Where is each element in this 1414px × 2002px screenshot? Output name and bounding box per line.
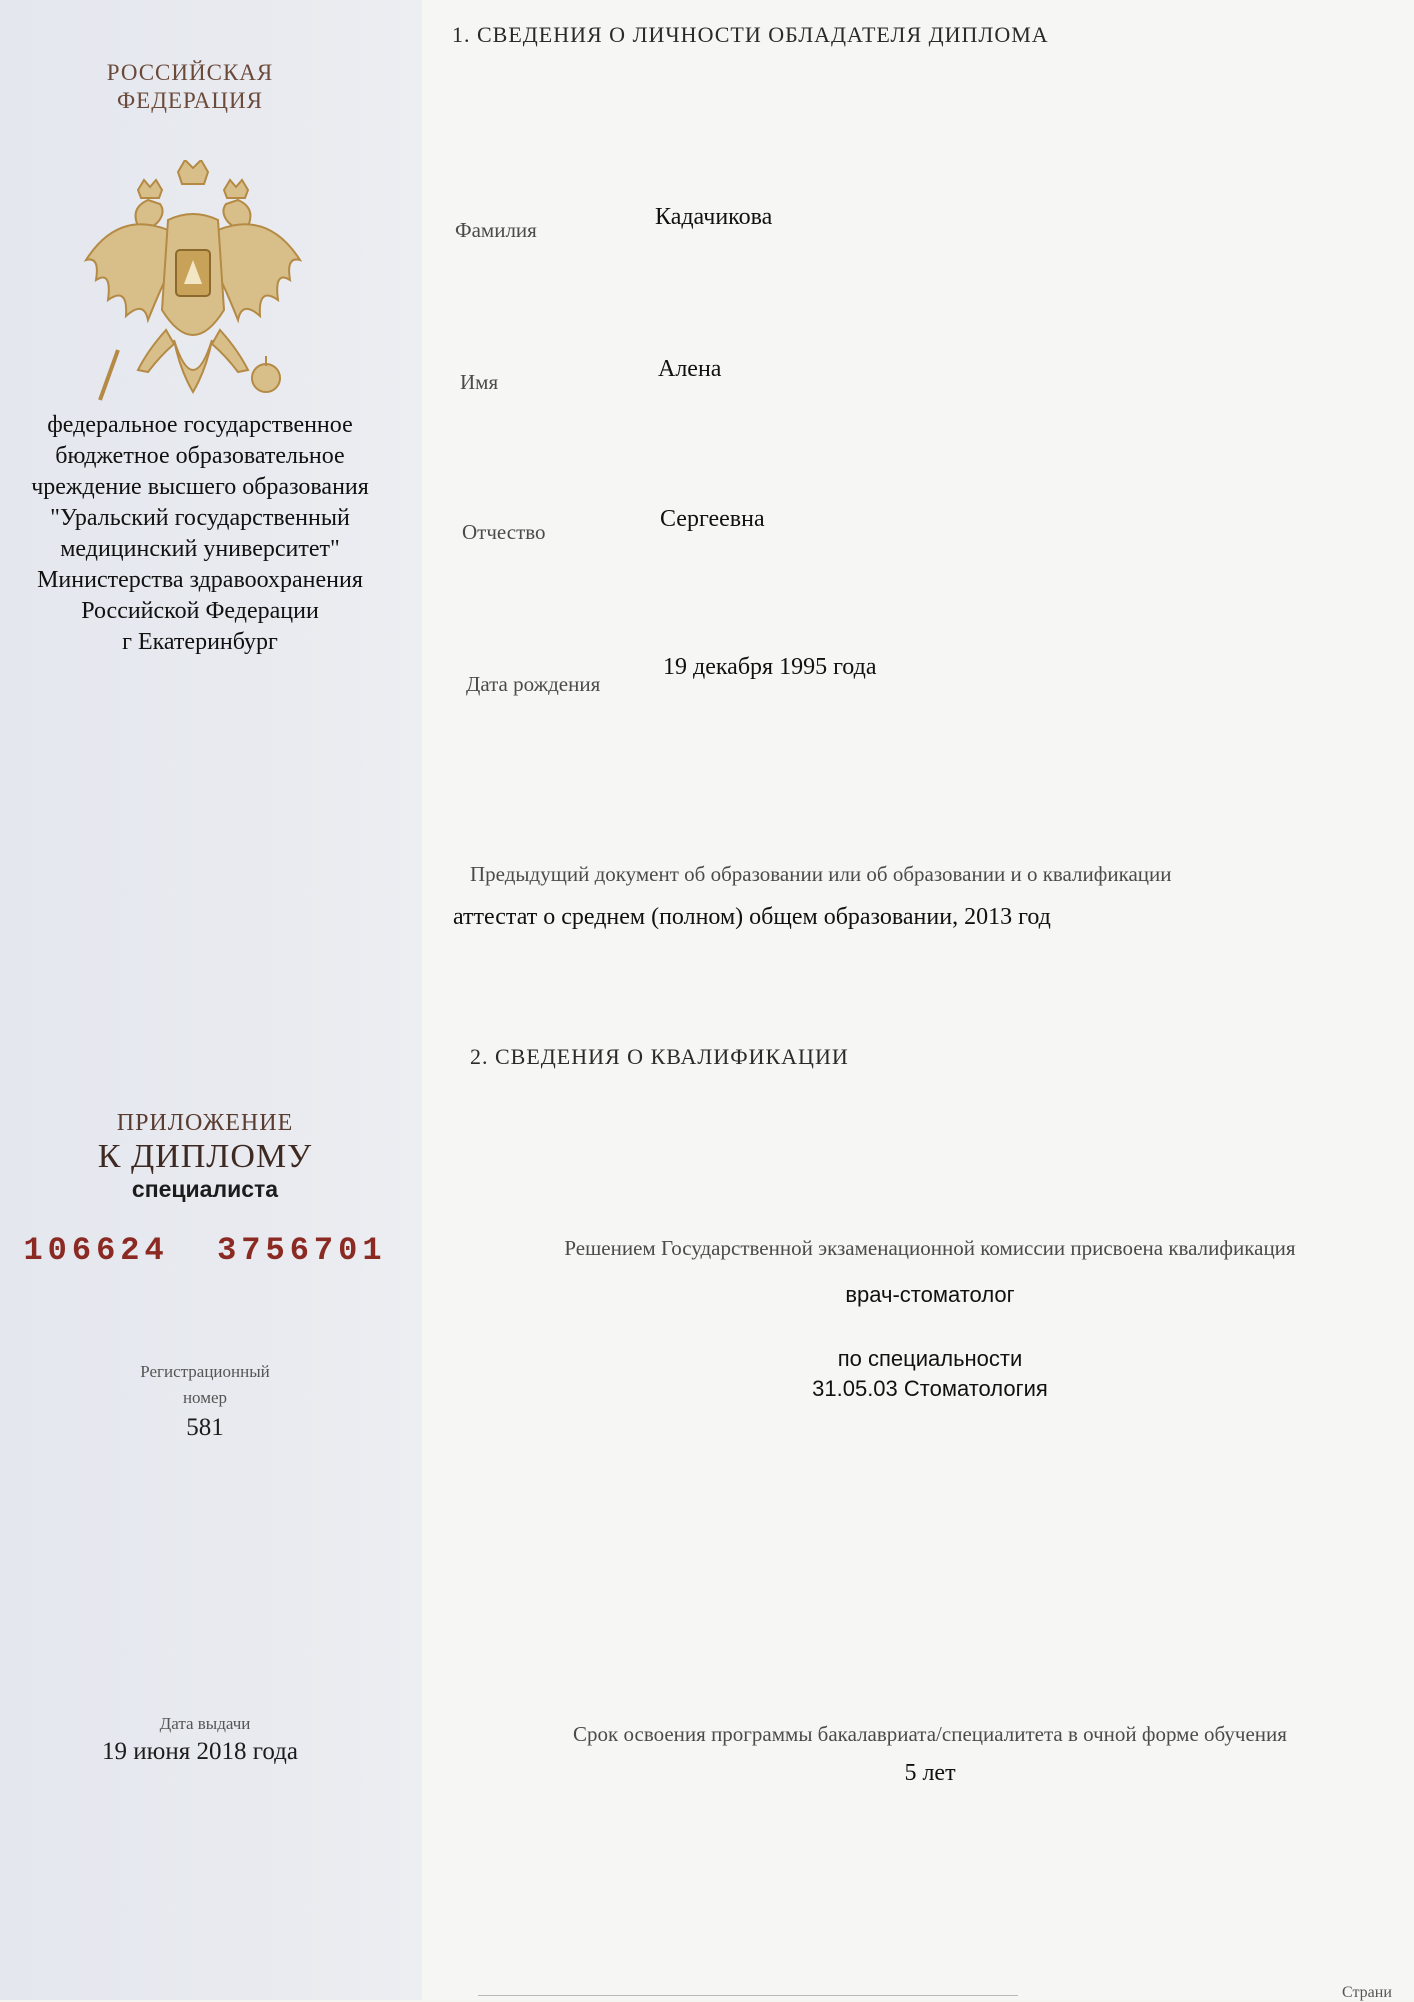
issue-date-label: Дата выдачи (159, 1714, 251, 1733)
double-headed-eagle-icon (78, 160, 308, 410)
dob-value: 19 декабря 1995 года (663, 654, 877, 680)
diploma-serial-number: 106624 3756701 (23, 1232, 387, 1269)
institution-name (0, 410, 400, 658)
registration-number: 581 (186, 1414, 224, 1441)
section1-title: 1. СВЕДЕНИЯ О ЛИЧНОСТИ ОБЛАДАТЕЛЯ ДИПЛОМА (452, 22, 1049, 47)
qualification-decision-label: Решением Государственной экзаменационной комиссии присвоена квалификация (564, 1236, 1296, 1260)
previous-document-label: Предыдущий документ об образовании или об образовании и о квалификации (470, 862, 1172, 886)
patronymic-value: Сергеевна (660, 506, 765, 532)
study-duration-label: Срок освоения программы бакалавриата/специалитета в очной форме обучения (573, 1722, 1287, 1746)
name-label: Имя (460, 370, 499, 394)
specialty-value: 31.05.03 Стоматология (812, 1376, 1048, 1401)
study-duration-value: 5 лет (904, 1760, 956, 1786)
institution-line: чреждение высшего образования (31, 474, 369, 500)
registration-label-1: Регистрационный (140, 1362, 270, 1381)
previous-document-value: аттестат о среднем (полном) общем образовании, 2013 год (453, 904, 1051, 930)
institution-line: медицинский университет" (60, 536, 340, 562)
page-label: Страни (1342, 1984, 1392, 2001)
surname-value: Кадачикова (655, 204, 773, 230)
registration-label-2: номер (182, 1388, 228, 1407)
specialty-label: по специальности (837, 1346, 1023, 1371)
issue-date: 19 июня 2018 года (102, 1738, 298, 1765)
signature-line (478, 1995, 1018, 1996)
institution-line: бюджетное образовательное (55, 443, 345, 469)
surname-label: Фамилия (455, 218, 537, 242)
appendix-title-1: ПРИЛОЖЕНИЕ (116, 1110, 294, 1136)
appendix-title-2: К ДИПЛОМУ (97, 1138, 313, 1175)
institution-line: Российской Федерации (81, 598, 319, 624)
name-value: Алена (658, 356, 722, 382)
institution-line: федеральное государственное (47, 412, 353, 438)
institution-line: Министерства здравоохранения (37, 567, 363, 593)
right-panel (422, 0, 1414, 2000)
country-line-1: РОССИЙСКАЯ (106, 60, 274, 85)
section2-title: 2. СВЕДЕНИЯ О КВАЛИФИКАЦИИ (470, 1044, 849, 1069)
institution-line: г Екатеринбург (122, 629, 278, 655)
institution-line: "Уральский государственный (50, 505, 350, 531)
qualification-value: врач-стоматолог (845, 1282, 1015, 1307)
dob-label: Дата рождения (466, 672, 601, 696)
appendix-title-3: специалиста (131, 1176, 279, 1202)
country-line-2: ФЕДЕРАЦИЯ (117, 88, 263, 113)
patronymic-label: Отчество (462, 520, 546, 544)
